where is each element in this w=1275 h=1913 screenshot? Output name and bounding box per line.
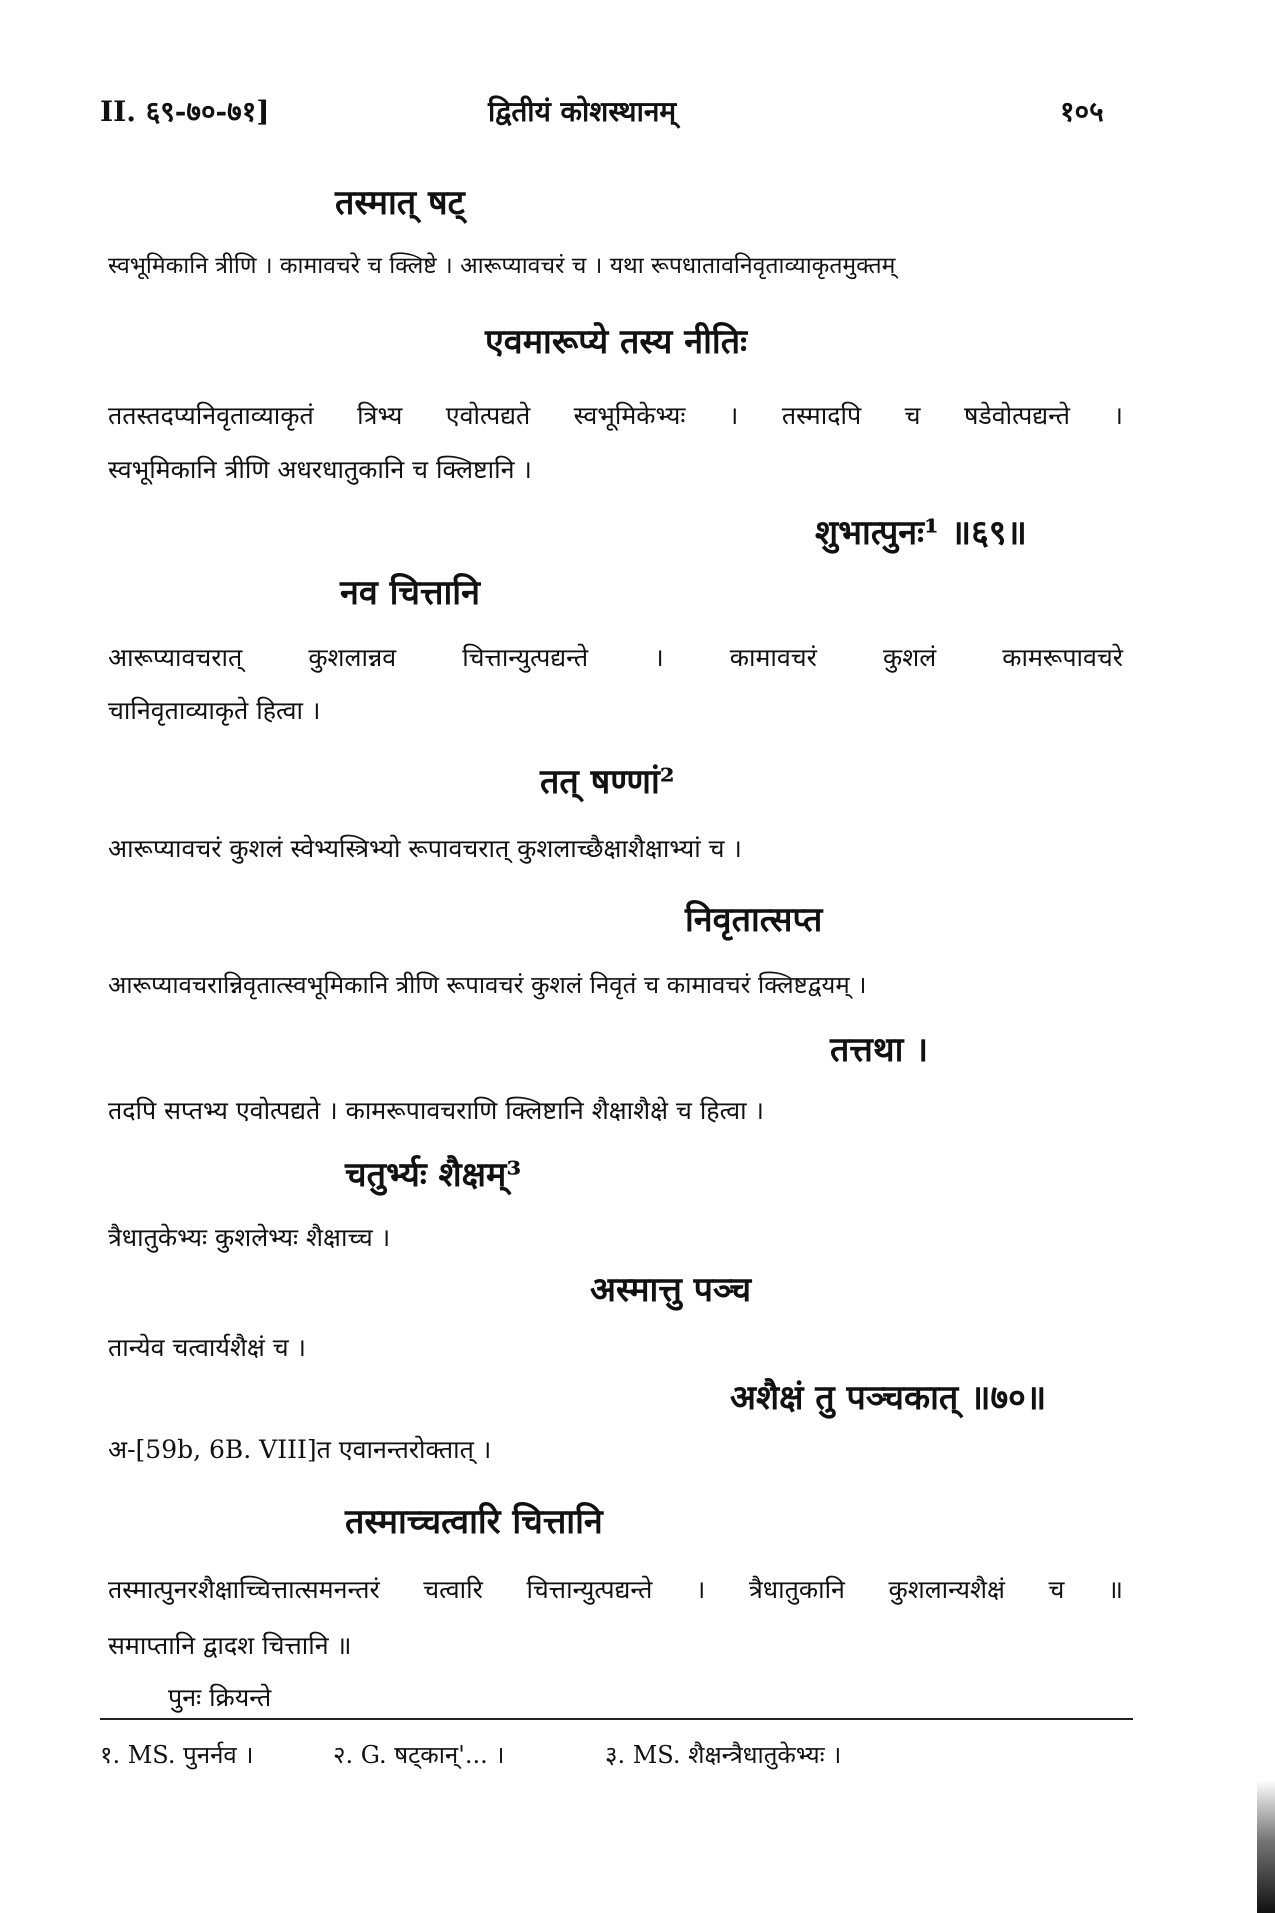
verse-line: शुभात्पुनः¹ ॥६९॥ [815, 513, 1027, 553]
karika-heading: तस्माच्चत्वारि चित्तानि [345, 1502, 603, 1542]
commentary-line: त्रैधातुकेभ्यः कुशलेभ्यः शैक्षाच्च । [108, 1223, 391, 1252]
karika-heading: चतुर्भ्यः शैक्षम्³ [345, 1155, 522, 1195]
commentary-line: स्वभूमिकानि त्रीणि अधरधातुकानि च क्लिष्टानि । [108, 455, 532, 484]
karika-heading: तत् षण्णां² [540, 762, 675, 802]
karika-heading: तस्मात् षट् [335, 183, 465, 223]
commentary-line: ततस्तदप्यनिवृताव्याकृतं त्रिभ्य एवोत्पद्यते स्वभूमिकेभ्यः । तस्मादपि च षडेवोत्पद्यन्ते । [108, 401, 1123, 430]
page-number: १०५ [1060, 95, 1104, 128]
verse-line: अशैक्षं तु पञ्चकात् ॥७०॥ [730, 1378, 1047, 1418]
commentary-line: चानिवृताव्याकृते हित्वा । [108, 696, 321, 725]
catchword: पुनः क्रियन्ते [168, 1683, 272, 1712]
commentary-line: तदपि सप्तभ्य एवोत्पद्यते । कामरूपावचराणि क्लिष्टानि शैक्षाशैक्षे च हित्वा । [108, 1096, 764, 1125]
commentary-line: समाप्तानि द्वादश चित्तानि ॥ [108, 1631, 352, 1660]
commentary-line: आरूप्यावचरान्निवृतात्स्वभूमिकानि त्रीणि रूपावचरं कुशलं निवृतं च कामावचरं क्लिष्टद्वयम् । [108, 971, 867, 999]
commentary-line: तस्मात्पुनरशैक्षाच्चित्तात्समनन्तरं चत्वारि चित्तान्युत्पद्यन्ते । त्रैधातुकानि कुशलान्यशैक्षं च ॥ [108, 1575, 1123, 1604]
footnote: १. MS. पुनर्नव । [100, 1741, 254, 1769]
karika-heading: अस्मात्तु पञ्च [590, 1270, 752, 1310]
commentary-line: आरूप्यावचरात् कुशलान्नव चित्तान्युत्पद्यन्ते । कामावचरं कुशलं कामरूपावचरे [108, 643, 1123, 672]
karika-heading: एवमारूप्ये तस्य नीतिः [485, 322, 747, 362]
karika-heading: निवृतात्सप्त [685, 900, 823, 940]
karika-heading: नव चित्तानि [340, 573, 480, 613]
commentary-line: आरूप्यावचरं कुशलं स्वेभ्यस्त्रिभ्यो रूपावचरात् कुशलाच्छैक्षाशैक्षाभ्यां च । [108, 834, 742, 863]
footnote-divider [100, 1718, 1133, 1720]
footnote: ३. MS. शैक्षन्त्रैधातुकेभ्यः । [605, 1741, 842, 1769]
karika-heading: तत्तथा । [830, 1030, 929, 1070]
commentary-line: स्वभूमिकानि त्रीणि । कामावचरे च क्लिष्टे । आरूप्यावचरं च । यथा रूपधातावनिवृताव्याकृतमुक्तम् [108, 253, 896, 279]
commentary-line: अ-[59b, 6B. VIII]त एवानन्तरोक्तात् । [108, 1435, 492, 1464]
page-edge-shadow [1257, 1780, 1275, 1913]
running-header-reference: II. ६९-७०-७१] [100, 95, 270, 128]
running-header-title: द्वितीयं कोशस्थानम् [488, 95, 677, 128]
footnote: २. G. षट्कान्'... । [333, 1741, 505, 1769]
commentary-line: तान्येव चत्वार्यशैक्षं च । [108, 1333, 306, 1362]
